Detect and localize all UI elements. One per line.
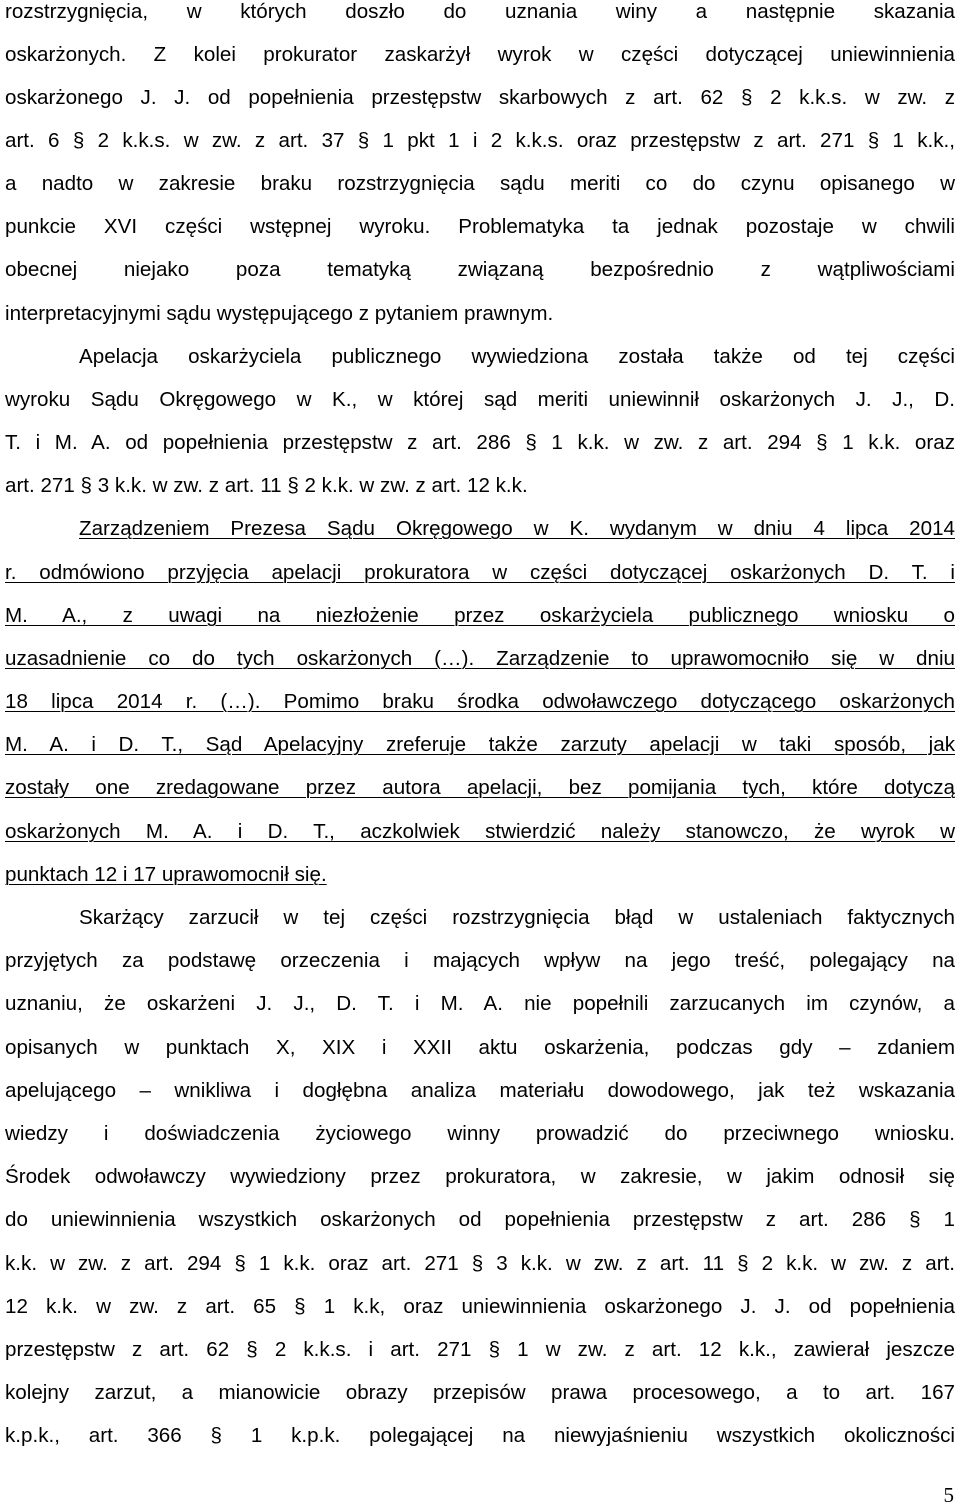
text-line: punkcie XVI części wstępnej wyroku. Problematyka ta jednak pozostaje w chwili [5,215,955,238]
text-line: Skarżący zarzucił w tej części rozstrzygnięcia błąd w ustaleniach faktycznych [79,906,955,929]
text-line: 18 lipca 2014 r. (…). Pomimo braku środka odwoławczego dotyczącego oskarżonych [5,690,955,713]
text-line: Środek odwoławczy wywiedziony przez prokuratora, w zakresie, w jakim odnosił się [5,1165,955,1188]
text-line: rozstrzygnięcia, w których doszło do uznania winy a następnie skazania [5,0,955,23]
text-line: przestępstw z art. 62 § 2 k.k.s. i art. 271 § 1 w zw. z art. 12 k.k., zawierał jeszcze [5,1338,955,1361]
text-line: przyjętych za podstawę orzeczenia i mających wpływ na jego treść, polegający na [5,949,955,972]
text-line: do uniewinnienia wszystkich oskarżonych od popełnienia przestępstw z art. 286 § 1 [5,1208,955,1231]
text-line: wyroku Sądu Okręgowego w K., w której sąd meriti uniewinnił oskarżonych J. J., D. [5,388,955,411]
text-line: punktach 12 i 17 uprawomocnił się. [5,863,327,886]
text-line: r. odmówiono przyjęcia apelacji prokuratora w części dotyczącej oskarżonych D. T. i [5,561,955,584]
text-line: uzasadnienie co do tych oskarżonych (…). Zarządzenie to uprawomocniło się w dniu [5,647,955,670]
text-line: kolejny zarzut, a mianowicie obrazy przepisów prawa procesowego, a to art. 167 [5,1381,955,1404]
text-line: k.p.k., art. 366 § 1 k.p.k. polegającej na niewyjaśnieniu wszystkich okoliczności [5,1424,955,1447]
text-line: wiedzy i doświadczenia życiowego winny prowadzić do przeciwnego wniosku. [5,1122,955,1145]
text-line: opisanych w punktach X, XIX i XXII aktu oskarżenia, podczas gdy – zdaniem [5,1036,955,1059]
text-line: interpretacyjnymi sądu występującego z pytaniem prawnym. [5,302,554,325]
text-line: art. 6 § 2 k.k.s. w zw. z art. 37 § 1 pkt 1 i 2 k.k.s. oraz przestępstw z art. 271 § 1 k.k., [5,129,955,152]
text-line: oskarżonych. Z kolei prokurator zaskarżył wyrok w części dotyczącej uniewinnienia [5,43,955,66]
text-line: T. i M. A. od popełnienia przestępstw z art. 286 § 1 k.k. w zw. z art. 294 § 1 k.k. oraz [5,431,955,454]
text-line: apelującego – wnikliwa i dogłębna analiza materiału dowodowego, jak też wskazania [5,1079,955,1102]
text-line: M. A., z uwagi na niezłożenie przez oskarżyciela publicznego wniosku o [5,604,955,627]
page-number: 5 [943,1483,954,1507]
text-line: oskarżonych M. A. i D. T., aczkolwiek stwierdzić należy stanowczo, że wyrok w [5,820,955,843]
text-line: M. A. i D. T., Sąd Apelacyjny zreferuje także zarzuty apelacji w taki sposób, jak [5,733,955,756]
text-line: zostały one zredagowane przez autora apelacji, bez pomijania tych, które dotyczą [5,776,955,799]
text-line: uznaniu, że oskarżeni J. J., D. T. i M. A. nie popełnili zarzucanych im czynów, a [5,992,955,1015]
text-line: Apelacja oskarżyciela publicznego wywiedziona została także od tej części [79,345,955,368]
text-line: Zarządzeniem Prezesa Sądu Okręgowego w K. wydanym w dniu 4 lipca 2014 [79,517,955,540]
text-line: obecnej niejako poza tematyką związaną bezpośrednio z wątpliwościami [5,258,955,281]
text-line: art. 271 § 3 k.k. w zw. z art. 11 § 2 k.k. w zw. z art. 12 k.k. [5,474,528,497]
text-line: k.k. w zw. z art. 294 § 1 k.k. oraz art. 271 § 3 k.k. w zw. z art. 11 § 2 k.k. w zw. z art. [5,1252,955,1275]
text-line: a nadto w zakresie braku rozstrzygnięcia sądu meriti co do czynu opisanego w [5,172,955,195]
text-line: 12 k.k. w zw. z art. 65 § 1 k.k, oraz uniewinnienia oskarżonego J. J. od popełnienia [5,1295,955,1318]
text-line: oskarżonego J. J. od popełnienia przestępstw skarbowych z art. 62 § 2 k.k.s. w zw. z [5,86,955,109]
